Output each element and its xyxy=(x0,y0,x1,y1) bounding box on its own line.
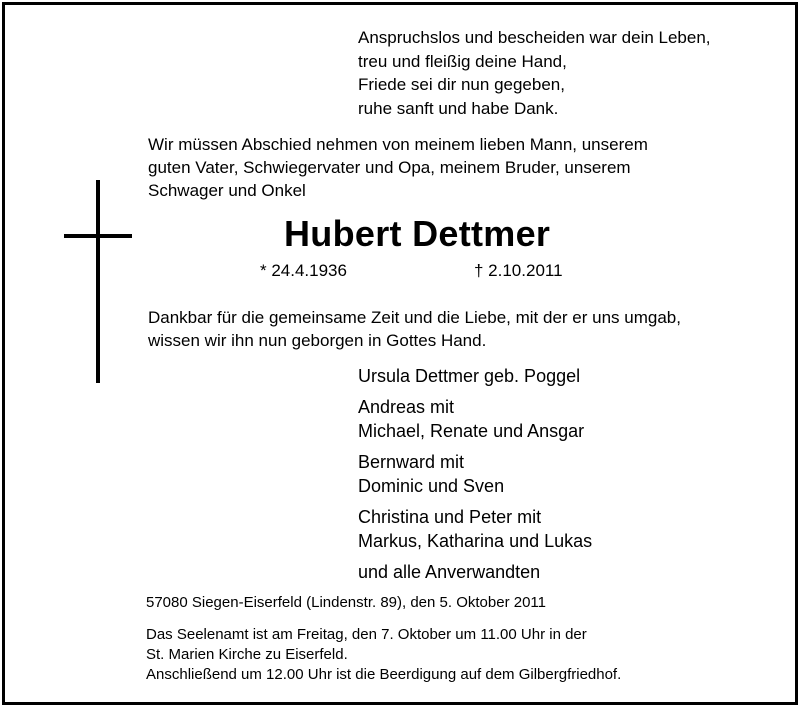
intro-line: guten Vater, Schwiegervater und Opa, meinem Bruder, unserem xyxy=(148,158,631,177)
thanks-line: wissen wir ihn nun geborgen in Gottes Hand. xyxy=(148,331,487,350)
poem-line: ruhe sanft und habe Dank. xyxy=(358,98,559,118)
birth-date: * 24.4.1936 xyxy=(260,261,347,280)
poem-line: Anspruchslos und bescheiden war dein Leben, xyxy=(358,28,711,47)
service-line: Anschließend um 12.00 Uhr ist die Beerdigung auf dem Gilbergfriedhof. xyxy=(146,666,622,683)
family-line: und alle Anverwandten xyxy=(358,562,541,582)
family-group xyxy=(358,450,592,498)
family-line: Markus, Katharina und Lukas xyxy=(358,531,593,551)
family-group xyxy=(358,364,592,388)
place-and-date: 57080 Siegen-Eiserfeld (Lindenstr. 89), den 5. Oktober 2011 xyxy=(146,594,546,611)
cross-vertical-bar xyxy=(96,180,100,383)
thanks-line: Dankbar für die gemeinsame Zeit und die Liebe, mit der er uns umgab, xyxy=(148,308,681,327)
poem xyxy=(358,26,711,120)
family-line: Andreas mit xyxy=(358,397,455,417)
intro-line: Schwager und Onkel xyxy=(148,181,306,200)
intro-line: Wir müssen Abschied nehmen von meinem lieben Mann, unserem xyxy=(148,135,648,154)
poem-line: Friede sei dir nun gegeben, xyxy=(358,75,565,94)
family-line: Ursula Dettmer geb. Poggel xyxy=(358,366,581,386)
thanks-text xyxy=(148,306,681,352)
family-list xyxy=(358,364,592,591)
deceased-name: Hubert Dettmer xyxy=(284,213,551,254)
family-line: Michael, Renate und Ansgar xyxy=(358,421,585,441)
service-line: St. Marien Kirche zu Eiserfeld. xyxy=(146,646,348,663)
family-group xyxy=(358,505,592,553)
family-line: Dominic und Sven xyxy=(358,476,505,496)
poem-line: treu und fleißig deine Hand, xyxy=(358,51,567,71)
family-line: Christina und Peter mit xyxy=(358,507,542,527)
family-line: Bernward mit xyxy=(358,452,465,472)
family-group xyxy=(358,560,592,584)
farewell-intro xyxy=(148,133,648,202)
service-info xyxy=(146,625,621,685)
service-line: Das Seelenamt ist am Freitag, den 7. Oktober um 11.00 Uhr in der xyxy=(146,626,587,643)
death-date: † 2.10.2011 xyxy=(474,261,563,280)
cross-horizontal-bar xyxy=(64,234,132,238)
family-group xyxy=(358,395,592,443)
